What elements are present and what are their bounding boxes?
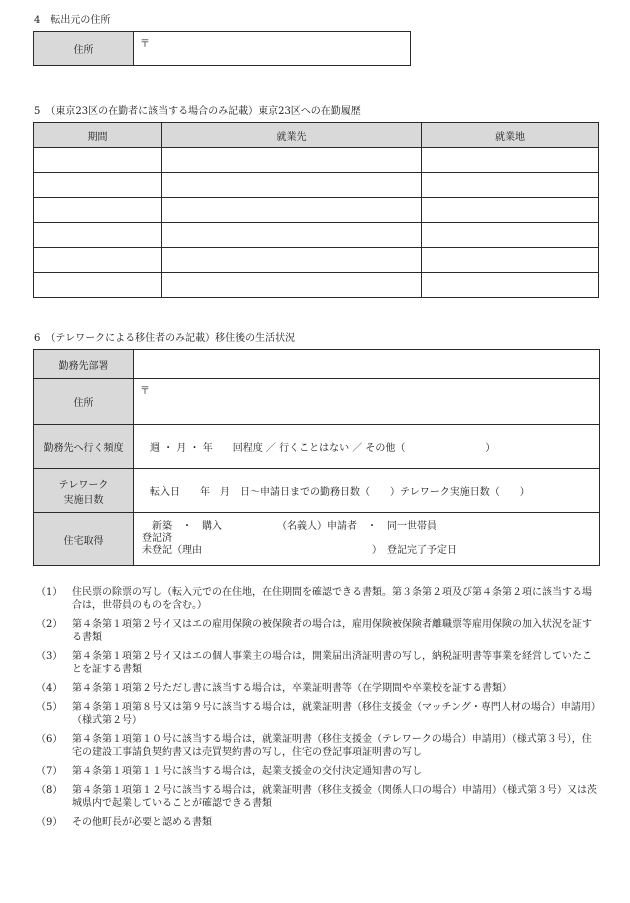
note-text: 第４条第１項第１１号に該当する場合は，起業支援金の交付決定通知書の写し	[72, 766, 422, 777]
section4-heading: 4 転出元の住所	[34, 15, 111, 26]
housing-line2: 登記済	[142, 533, 172, 544]
list-item	[36, 733, 601, 759]
note-number: （3）	[36, 651, 63, 662]
note-text: 第４条第１項第１２号に該当する場合は，就業証明書（移住支援金（関係人口の場合）申請用）（様式第３号）又は茨城県内で起業していることが確認できる書類	[72, 785, 597, 809]
attachment-notes	[36, 586, 601, 835]
section4-table	[33, 31, 411, 66]
workplace-cell[interactable]	[422, 273, 599, 298]
postal-mark: 〒	[140, 39, 150, 50]
table-row	[34, 148, 599, 173]
employer-cell[interactable]	[162, 173, 422, 198]
table-row	[34, 173, 599, 198]
employer-cell[interactable]	[162, 198, 422, 223]
list-item	[36, 784, 601, 810]
note-text: 第４条第１項第２号イ又はエの雇用保険の被保険者の場合は，雇用保険被保険者離職票等雇用保険の加入状況を証する書類	[72, 619, 592, 643]
note-number: （4）	[36, 683, 63, 694]
note-number: （7）	[36, 766, 63, 777]
list-item	[36, 586, 601, 612]
period-cell[interactable]	[34, 173, 162, 198]
list-item	[36, 701, 601, 727]
employer-cell[interactable]	[162, 148, 422, 173]
note-text: その他町長が必要と認める書類	[72, 817, 212, 828]
section6-address-label: 住所	[34, 379, 134, 425]
dept-label: 勤務先部署	[34, 350, 134, 379]
employer-cell[interactable]	[162, 273, 422, 298]
note-number: （9）	[36, 817, 63, 828]
period-cell[interactable]	[34, 273, 162, 298]
table-row	[34, 198, 599, 223]
housing-line1: 新築 ・ 購入 （名義人）申請者 ・ 同一世帯員	[152, 521, 437, 532]
note-number: （6）	[36, 734, 63, 745]
column-workplace: 就業地	[422, 123, 599, 148]
housing-label: 住宅取得	[34, 513, 134, 566]
column-period: 期間	[34, 123, 162, 148]
list-item	[36, 816, 601, 829]
section4-address-label: 住所	[34, 32, 134, 66]
period-cell[interactable]	[34, 248, 162, 273]
column-employer: 就業先	[162, 123, 422, 148]
note-text: 第４条第１項第２号イ又はエの個人事業主の場合は，開業届出済証明書の写し，納税証明書等事業を経営していたことを証する書類	[72, 651, 592, 675]
dept-field[interactable]	[134, 350, 600, 379]
section6-table	[33, 349, 600, 566]
note-text: 住民票の除票の写し（転入元での在住地，在住期間を確認できる書類。第３条第２項及び第４条第２項に該当する場合は，世帯員のものを含む。）	[72, 587, 592, 611]
note-number: （2）	[36, 619, 63, 630]
table-row	[34, 223, 599, 248]
list-item	[36, 618, 601, 644]
telework-label-line1: テレワーク	[58, 479, 109, 491]
period-cell[interactable]	[34, 223, 162, 248]
note-number: （5）	[36, 702, 63, 713]
telework-label-line2: 実施日数	[63, 494, 104, 506]
note-text: 第４条第１項第２号ただし書に該当する場合は，卒業証明書等（在学期間や卒業校を証する書類）	[72, 683, 512, 694]
workplace-cell[interactable]	[422, 223, 599, 248]
table-row	[34, 248, 599, 273]
section6-address-field[interactable]	[134, 379, 600, 425]
postal-mark: 〒	[140, 386, 150, 397]
table-row	[34, 273, 599, 298]
list-item	[36, 650, 601, 676]
section6-heading: 6 （テレワークによる移住者のみ記載）移住後の生活状況	[34, 333, 296, 344]
workplace-cell[interactable]	[422, 173, 599, 198]
section5-heading: 5 （東京23区の在勤者に該当する場合のみ記載）東京23区への在勤履歴	[34, 106, 361, 117]
list-item	[36, 682, 601, 695]
list-item	[36, 765, 601, 778]
section4-address-field[interactable]	[134, 32, 411, 66]
housing-line3: 未登記（理由 ） 登記完了予定日	[142, 545, 457, 556]
workplace-cell[interactable]	[422, 198, 599, 223]
note-number: （8）	[36, 785, 63, 796]
employer-cell[interactable]	[162, 223, 422, 248]
frequency-label: 勤務先へ行く頻度	[34, 425, 134, 469]
note-text: 第４条第１項第１０号に該当する場合は，就業証明書（移住支援金（テレワークの場合）申請用）（様式第３号），住宅の建設工事請負契約書又は売買契約書の写し，住宅の登記事項証明書の写し	[72, 734, 592, 758]
note-number: （1）	[36, 587, 63, 598]
telework-days-label	[34, 469, 134, 513]
section5-table	[33, 122, 599, 298]
period-cell[interactable]	[34, 198, 162, 223]
frequency-field[interactable]: 週 ・ 月 ・ 年 回程度 ／ 行くことはない ／ その他（ ）	[134, 425, 600, 469]
employer-cell[interactable]	[162, 248, 422, 273]
workplace-cell[interactable]	[422, 248, 599, 273]
telework-days-field[interactable]: 転入日 年 月 日〜申請日までの勤務日数（ ）テレワーク実施日数（ ）	[134, 469, 600, 513]
period-cell[interactable]	[34, 148, 162, 173]
housing-field[interactable]	[134, 513, 600, 566]
workplace-cell[interactable]	[422, 148, 599, 173]
note-text: 第４条第１項第８号又は第９号に該当する場合は，就業証明書（移住支援金（マッチング・専門人材の場合）申請用）（様式第２号）	[72, 702, 601, 726]
